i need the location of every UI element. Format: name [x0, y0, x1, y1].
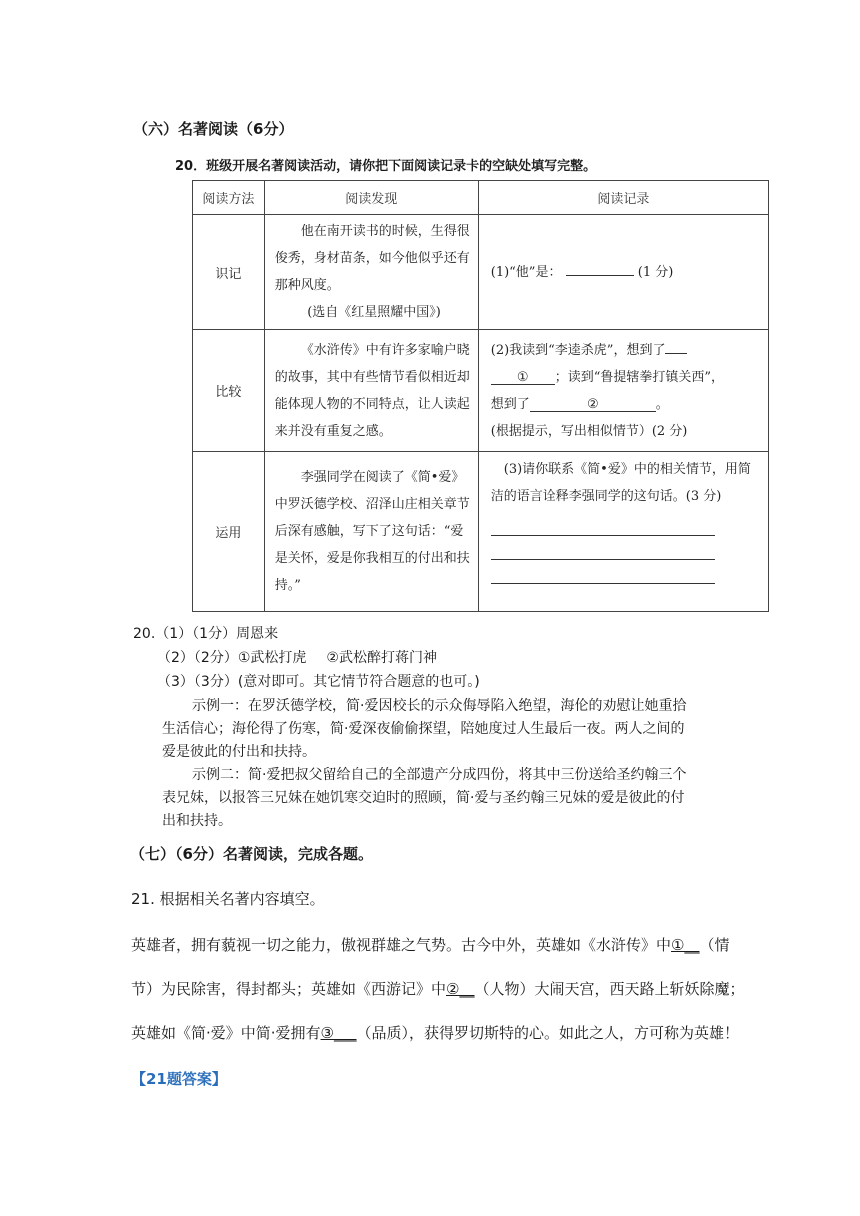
question-21-line-2 [131, 978, 744, 999]
section-6-title: （六）名著阅读（6分） [133, 120, 294, 138]
answer-20-1: 20.（1）（1分）周恩来 [133, 626, 279, 642]
row2-finding: 《水浒传》中有许多家喻户晓的故事，其中有些情节看似相近却能体现人物的不同特点，让人读起来并没有重复之感。 [264, 330, 478, 452]
row3-answer-lines[interactable] [479, 512, 768, 584]
answer-21-label: 【21题答案】 [131, 1070, 227, 1088]
row3-finding: 李强同学在阅读了《简•爱》中罗沃德学校、沼泽山庄相关章节后深有感触，写下了这句话：“爱是关怀，爱是你我相互的付出和扶持。” [264, 452, 478, 612]
q21-line2-text: 节）为民除害，得封都头；英雄如《西游记》中 [131, 980, 447, 998]
answer-20-2-label: （2）（2分） [157, 650, 238, 666]
row2-record-line3: 想到了 [490, 396, 530, 412]
example-1-line-3: 爱是彼此的付出和扶持。 [162, 744, 316, 760]
row2-blank-1a[interactable] [665, 339, 687, 354]
row1-score: (1 分) [637, 264, 674, 280]
row2-record [478, 330, 768, 452]
example-2-line-1: 示例二：简·爱把叔父留给自己的全部遗产分成四份，将其中三份送给圣约翰三个 [192, 767, 687, 783]
question-21-prompt: 21. 根据相关名著内容填空。 [131, 890, 325, 908]
row2-blank-1[interactable]: ① [491, 370, 555, 385]
q21-blank-3[interactable]: ③___ [320, 1024, 357, 1042]
row2-method: 比较 [193, 330, 265, 452]
answer-20-2-part2: ②武松醉打蒋门神 [326, 650, 437, 666]
header-method: 阅读方法 [193, 181, 265, 215]
row3-record-text: (3)请你联系《简•爱》中的相关情节，用简洁的语言诠释李强同学的这句话。(3 分) [490, 462, 751, 504]
row1-answer-blank[interactable] [566, 261, 634, 276]
section-7-title: （七）（6分）名著阅读，完成各题。 [130, 845, 373, 863]
answer-20-2-part1: ①武松打虎 [237, 650, 307, 666]
example-2-line-2: 表兄妹，以报答三兄妹在她饥寒交迫时的照顾，简·爱与圣约翰三兄妹的爱是彼此的付 [162, 790, 685, 806]
row1-source: (选自《红星照耀中国》) [307, 305, 441, 320]
row2-record-line3-end: 。 [655, 396, 669, 412]
row1-finding-text: 他在南开读书的时候，生得很俊秀，身材苗条，如今他似乎还有那种风度。 [274, 224, 470, 293]
question-20-prompt: 20．班级开展名著阅读活动，请你把下面阅读记录卡的空缺处填写完整。 [175, 159, 597, 174]
row2-blank-2[interactable]: ② [530, 397, 656, 412]
header-finding: 阅读发现 [264, 181, 478, 215]
q21-blank-1[interactable]: ①__ [671, 936, 700, 954]
answer-line[interactable] [491, 536, 715, 560]
question-21-line-1 [131, 934, 729, 955]
row3-record [478, 452, 768, 612]
answer-line[interactable] [491, 512, 715, 536]
answer-line[interactable] [491, 560, 715, 584]
card-row-2 [193, 330, 769, 452]
q21-line1-text: 英雄者，拥有藐视一切之能力，傲视群雄之气势。古今中外，英雄如《水浒传》中 [131, 936, 672, 954]
question-21-line-3 [131, 1022, 739, 1043]
q21-blank-2[interactable]: ②__ [446, 980, 475, 998]
row2-record-line1: (2)我读到“李逵杀虎”，想到了 [490, 342, 666, 358]
card-row-3 [193, 452, 769, 612]
answer-20-2 [157, 647, 437, 670]
example-1-line-1: 示例一：在罗沃德学校，简·爱因校长的示众侮辱陷入绝望，海伦的劝慰让她重拾 [192, 698, 687, 714]
q21-line3-text: 英雄如《简·爱》中简·爱拥有 [131, 1024, 321, 1042]
q21-line2-end: （人物）大闹天宫，西天路上斩妖除魔； [474, 980, 745, 998]
row1-record [478, 215, 768, 330]
q21-line1-end: （情 [699, 936, 730, 954]
card-row-1 [193, 215, 769, 330]
answer-20-3: （3）（3分）(意对即可。其它情节符合题意的也可。) [157, 674, 480, 690]
q21-line3-end: （品质），获得罗切斯特的心。如此之人，方可称为英雄！ [356, 1024, 740, 1042]
card-header-row [193, 181, 769, 215]
example-2-line-3: 出和扶持。 [162, 813, 232, 829]
row2-record-line4: (根据提示，写出相似情节）(2 分) [490, 423, 688, 439]
row1-record-text: (1)“他”是： [490, 264, 562, 280]
example-1-line-2: 生活信心；海伦得了伤寒，简·爱深夜偷偷探望，陪她度过人生最后一夜。两人之间的 [162, 721, 685, 737]
reading-record-card [192, 180, 769, 612]
row1-method: 识记 [193, 215, 265, 330]
header-record: 阅读记录 [478, 181, 768, 215]
row2-record-line2: ；读到“鲁提辖拳打镇关西”， [554, 369, 725, 385]
row3-method: 运用 [193, 452, 265, 612]
row1-finding [264, 215, 478, 330]
